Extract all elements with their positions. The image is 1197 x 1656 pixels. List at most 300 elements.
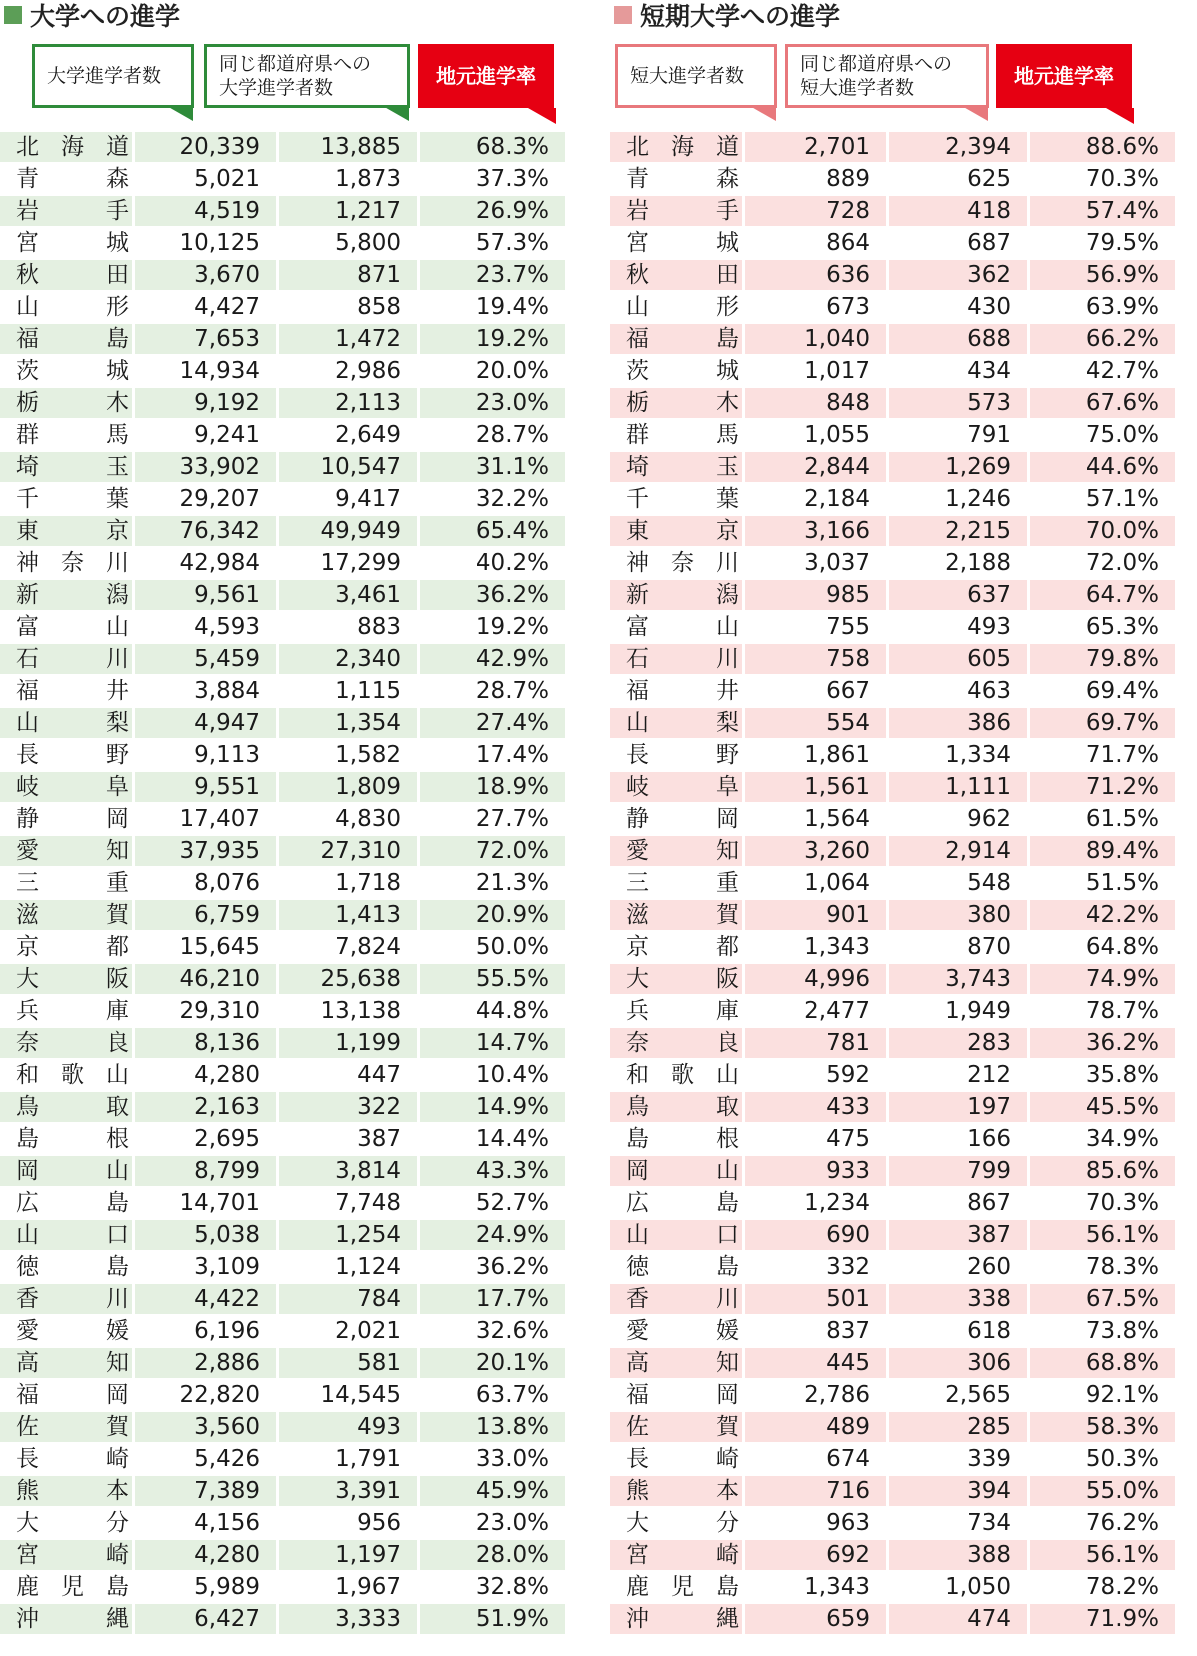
table-row: [0, 1220, 590, 1250]
prefecture-name: 福 岡: [626, 1382, 739, 1408]
table-row: [610, 1604, 1197, 1634]
prefecture-name: 秋 田: [610, 260, 742, 290]
callout-pointer-icon: [748, 105, 776, 121]
same-prefecture-value: 394: [889, 1476, 1027, 1506]
local-rate-value: 37.3%: [475, 166, 549, 192]
prefecture-name: 長 野: [626, 742, 739, 768]
local-rate-value: 14.4%: [475, 1126, 549, 1152]
prefecture-name: 滋 賀: [610, 900, 742, 930]
local-rate-value: 67.5%: [1030, 1284, 1175, 1314]
applicants-value: 3,037: [804, 550, 870, 576]
table-row: [610, 1476, 1197, 1506]
same-prefecture-value: 1,582: [335, 742, 401, 768]
prefecture-name: 島 根: [626, 1126, 739, 1152]
local-rate-value: 36.2%: [420, 580, 565, 610]
prefecture-name: 茨 城: [626, 358, 739, 384]
same-prefecture-value: 212: [967, 1062, 1011, 1088]
prefecture-name: 長 崎: [626, 1446, 739, 1472]
applicants-value: 1,017: [804, 358, 870, 384]
table-row: [610, 1124, 1197, 1154]
table-row: [610, 964, 1197, 994]
same-prefecture-value: 791: [967, 422, 1011, 448]
prefecture-name: 広 島: [626, 1190, 739, 1216]
prefecture-name: 大 分: [16, 1510, 129, 1536]
local-rate-value: 63.7%: [475, 1382, 549, 1408]
applicants-value: 37,935: [135, 836, 276, 866]
local-rate-value: 17.4%: [475, 742, 549, 768]
applicants-value: 636: [745, 260, 886, 290]
prefecture-name: 佐 賀: [0, 1412, 132, 1442]
callout-pointer-icon: [528, 108, 556, 124]
table-row: [0, 612, 590, 642]
table-row: [610, 1540, 1197, 1570]
applicants-value: 3,670: [135, 260, 276, 290]
applicants-value: 8,136: [135, 1028, 276, 1058]
applicants-value: 4,422: [135, 1284, 276, 1314]
local-rate-value: 18.9%: [420, 772, 565, 802]
prefecture-name: 山 口: [610, 1220, 742, 1250]
local-rate-value: 42.9%: [420, 644, 565, 674]
applicants-value: 2,786: [804, 1382, 870, 1408]
table-row: [0, 164, 590, 194]
same-prefecture-value: 2,986: [335, 358, 401, 384]
table-row: [610, 228, 1197, 258]
same-prefecture-value: 49,949: [279, 516, 417, 546]
local-rate-value: 73.8%: [1085, 1318, 1159, 1344]
prefecture-name: 徳 島: [16, 1254, 129, 1280]
local-rate-value: 63.9%: [1085, 294, 1159, 320]
prefecture-name: 岡 山: [0, 1156, 132, 1186]
local-rate-value: 65.3%: [1085, 614, 1159, 640]
applicants-value: 6,427: [135, 1604, 276, 1634]
same-prefecture-value: 573: [889, 388, 1027, 418]
same-prefecture-value: 380: [889, 900, 1027, 930]
prefecture-name: 福 岡: [16, 1382, 129, 1408]
prefecture-name: 和 歌 山: [16, 1062, 129, 1088]
same-prefecture-value: 1,354: [279, 708, 417, 738]
same-prefecture-value: 688: [889, 324, 1027, 354]
local-rate-value: 52.7%: [475, 1190, 549, 1216]
header-label-line2: 短大進学者数: [800, 77, 915, 99]
table-row: [610, 548, 1197, 578]
local-rate-value: 65.4%: [420, 516, 565, 546]
table-row: [0, 580, 590, 610]
prefecture-name: 大 阪: [0, 964, 132, 994]
prefecture-name: 兵 庫: [626, 998, 739, 1024]
prefecture-name: 東 京: [610, 516, 742, 546]
callout-pointer-icon: [381, 105, 409, 121]
local-rate-value: 79.5%: [1085, 230, 1159, 256]
applicants-value: 76,342: [135, 516, 276, 546]
table-row: [0, 644, 590, 674]
applicants-value: 7,653: [135, 324, 276, 354]
prefecture-name: 福 島: [0, 324, 132, 354]
prefecture-name: 長 野: [16, 742, 129, 768]
header-label-line1: 同じ都道府県への: [219, 53, 372, 75]
table-row: [610, 1316, 1197, 1346]
table-row: [610, 1156, 1197, 1186]
table-row: [610, 452, 1197, 482]
same-prefecture-value: 1,413: [279, 900, 417, 930]
applicants-value: 33,902: [135, 452, 276, 482]
same-prefecture-value: 687: [967, 230, 1011, 256]
local-rate-value: 32.8%: [475, 1574, 549, 1600]
prefecture-name: 宮 城: [16, 230, 129, 256]
prefecture-name: 愛 媛: [16, 1318, 129, 1344]
same-prefecture-value: 14,545: [320, 1382, 401, 1408]
table-row: [610, 1092, 1197, 1122]
table-row: [0, 1124, 590, 1154]
same-prefecture-value: 418: [889, 196, 1027, 226]
same-prefecture-value: 285: [889, 1412, 1027, 1442]
table-row: [0, 324, 590, 354]
same-prefecture-value: 1,334: [945, 742, 1011, 768]
table-row: [0, 1284, 590, 1314]
applicants-value: 837: [826, 1318, 870, 1344]
prefecture-name: 愛 知: [0, 836, 132, 866]
local-rate-value: 50.3%: [1085, 1446, 1159, 1472]
table-row: [0, 356, 590, 386]
prefecture-name: 三 重: [626, 870, 739, 896]
local-rate-value: 78.7%: [1085, 998, 1159, 1024]
prefecture-name: 神 奈 川: [16, 550, 129, 576]
prefecture-name: 宮 崎: [0, 1540, 132, 1570]
same-prefecture-value: 4,830: [335, 806, 401, 832]
same-prefecture-value: 388: [889, 1540, 1027, 1570]
applicants-value: 4,280: [194, 1062, 260, 1088]
applicants-value: 2,886: [135, 1348, 276, 1378]
applicants-value: 475: [826, 1126, 870, 1152]
applicants-value: 692: [745, 1540, 886, 1570]
table-row: [0, 1444, 590, 1474]
applicants-value: 1,564: [804, 806, 870, 832]
table-row: [610, 1252, 1197, 1282]
same-prefecture-value: 493: [279, 1412, 417, 1442]
same-prefecture-value: 784: [279, 1284, 417, 1314]
applicants-value: 46,210: [135, 964, 276, 994]
applicants-value: 332: [826, 1254, 870, 1280]
applicants-value: 4,593: [194, 614, 260, 640]
same-prefecture-value: 17,299: [320, 550, 401, 576]
table-row: [610, 836, 1197, 866]
prefecture-name: 秋 田: [0, 260, 132, 290]
applicants-value: 716: [745, 1476, 886, 1506]
same-prefecture-value: 1,111: [889, 772, 1027, 802]
table-row: [610, 1444, 1197, 1474]
applicants-value: 5,989: [194, 1574, 260, 1600]
applicants-value: 673: [826, 294, 870, 320]
applicants-value: 2,844: [745, 452, 886, 482]
local-rate-value: 13.8%: [420, 1412, 565, 1442]
applicants-value: 9,241: [194, 422, 260, 448]
prefecture-name: 香 川: [610, 1284, 742, 1314]
same-prefecture-value: 283: [889, 1028, 1027, 1058]
applicants-value: 3,166: [745, 516, 886, 546]
prefecture-name: 高 知: [0, 1348, 132, 1378]
local-rate-value: 57.4%: [1030, 196, 1175, 226]
same-prefecture-value: 1,217: [279, 196, 417, 226]
local-rate-value: 64.7%: [1030, 580, 1175, 610]
applicants-value: 20,339: [135, 132, 276, 162]
local-rate-value: 45.5%: [1030, 1092, 1175, 1122]
prefecture-name: 島 根: [16, 1126, 129, 1152]
table-row: [0, 708, 590, 738]
table-row: [610, 388, 1197, 418]
same-prefecture-value: 386: [889, 708, 1027, 738]
prefecture-name: 高 知: [610, 1348, 742, 1378]
local-rate-value: 70.0%: [1030, 516, 1175, 546]
same-prefecture-value: 637: [889, 580, 1027, 610]
university-same-prefecture-header: [204, 44, 410, 108]
table-row: [0, 1348, 590, 1378]
table-row: [0, 1188, 590, 1218]
prefecture-name: 岐 阜: [0, 772, 132, 802]
callout-pointer-icon: [165, 105, 193, 121]
table-row: [610, 612, 1197, 642]
local-rate-value: 79.8%: [1030, 644, 1175, 674]
applicants-value: 22,820: [179, 1382, 260, 1408]
local-rate-value: 27.7%: [475, 806, 549, 832]
header-label: 短大進学者数: [630, 65, 745, 87]
applicants-value: 4,519: [135, 196, 276, 226]
local-rate-value: 26.9%: [420, 196, 565, 226]
prefecture-name: 富 山: [16, 614, 129, 640]
applicants-value: 5,021: [194, 166, 260, 192]
local-rate-value: 51.9%: [420, 1604, 565, 1634]
same-prefecture-value: 2,340: [279, 644, 417, 674]
same-prefecture-value: 25,638: [279, 964, 417, 994]
local-rate-value: 68.8%: [1030, 1348, 1175, 1378]
same-prefecture-value: 2,113: [279, 388, 417, 418]
table-row: [610, 1188, 1197, 1218]
applicants-value: 1,561: [745, 772, 886, 802]
local-rate-value: 50.0%: [475, 934, 549, 960]
prefecture-name: 山 形: [626, 294, 739, 320]
local-rate-value: 44.6%: [1030, 452, 1175, 482]
local-rate-value: 76.2%: [1085, 1510, 1159, 1536]
square-marker-icon: [4, 6, 22, 24]
same-prefecture-value: 3,743: [889, 964, 1027, 994]
applicants-value: 433: [745, 1092, 886, 1122]
applicants-value: 3,109: [194, 1254, 260, 1280]
table-row: [0, 484, 590, 514]
applicants-value: 963: [826, 1510, 870, 1536]
same-prefecture-value: 3,333: [279, 1604, 417, 1634]
prefecture-name: 新 潟: [0, 580, 132, 610]
applicants-value: 4,427: [194, 294, 260, 320]
local-rate-value: 23.7%: [420, 260, 565, 290]
prefecture-name: 青 森: [16, 166, 129, 192]
applicants-value: 29,207: [179, 486, 260, 512]
applicants-value: 690: [745, 1220, 886, 1250]
table-row: [610, 644, 1197, 674]
prefecture-name: 静 岡: [626, 806, 739, 832]
table-row: [0, 1540, 590, 1570]
local-rate-value: 85.6%: [1030, 1156, 1175, 1186]
same-prefecture-value: 2,914: [889, 836, 1027, 866]
same-prefecture-value: 5,800: [335, 230, 401, 256]
same-prefecture-value: 322: [279, 1092, 417, 1122]
prefecture-name: 福 井: [16, 678, 129, 704]
prefecture-name: 岡 山: [610, 1156, 742, 1186]
local-rate-value: 20.9%: [420, 900, 565, 930]
same-prefecture-value: 618: [967, 1318, 1011, 1344]
applicants-value: 6,759: [135, 900, 276, 930]
applicants-value: 6,196: [194, 1318, 260, 1344]
prefecture-name: 徳 島: [626, 1254, 739, 1280]
same-prefecture-value: 13,138: [320, 998, 401, 1024]
table-row: [0, 1316, 590, 1346]
table-row: [0, 1092, 590, 1122]
table-row: [0, 1156, 590, 1186]
prefecture-name: 福 井: [626, 678, 739, 704]
local-rate-value: 42.7%: [1085, 358, 1159, 384]
prefecture-name: 兵 庫: [16, 998, 129, 1024]
local-rate-value: 36.2%: [1030, 1028, 1175, 1058]
prefecture-name: 鳥 取: [610, 1092, 742, 1122]
prefecture-name: 富 山: [626, 614, 739, 640]
table-row: [610, 1380, 1197, 1410]
table-row: [610, 580, 1197, 610]
table-row: [0, 932, 590, 962]
same-prefecture-value: 883: [357, 614, 401, 640]
local-rate-value: 57.3%: [475, 230, 549, 256]
local-rate-value: 69.4%: [1085, 678, 1159, 704]
applicants-value: 1,055: [804, 422, 870, 448]
same-prefecture-value: 858: [357, 294, 401, 320]
same-prefecture-value: 3,814: [279, 1156, 417, 1186]
prefecture-name: 千 葉: [626, 486, 739, 512]
same-prefecture-value: 2,649: [335, 422, 401, 448]
table-row: [0, 676, 590, 706]
local-rate-value: 56.9%: [1030, 260, 1175, 290]
local-rate-value: 28.0%: [420, 1540, 565, 1570]
prefecture-name: 沖 縄: [610, 1604, 742, 1634]
same-prefecture-value: 870: [967, 934, 1011, 960]
header-label: 地元進学率: [1014, 64, 1114, 88]
applicants-value: 8,076: [194, 870, 260, 896]
local-rate-value: 64.8%: [1085, 934, 1159, 960]
local-rate-value: 78.3%: [1085, 1254, 1159, 1280]
prefecture-name: 山 口: [0, 1220, 132, 1250]
same-prefecture-value: 1,050: [945, 1574, 1011, 1600]
prefecture-name: 岐 阜: [610, 772, 742, 802]
same-prefecture-value: 1,254: [279, 1220, 417, 1250]
applicants-value: 4,947: [135, 708, 276, 738]
prefecture-name: 山 形: [16, 294, 129, 320]
table-row: [0, 1572, 590, 1602]
applicants-value: 42,984: [179, 550, 260, 576]
applicants-value: 1,064: [804, 870, 870, 896]
prefecture-name: 福 島: [610, 324, 742, 354]
local-rate-value: 14.9%: [420, 1092, 565, 1122]
same-prefecture-value: 2,394: [889, 132, 1027, 162]
applicants-value: 933: [745, 1156, 886, 1186]
applicants-value: 9,113: [194, 742, 260, 768]
same-prefecture-value: 2,188: [945, 550, 1011, 576]
table-row: [0, 868, 590, 898]
junior-college-applicants-header: [615, 44, 777, 108]
local-rate-value: 55.5%: [420, 964, 565, 994]
table-row: [610, 900, 1197, 930]
local-rate-value: 32.2%: [475, 486, 549, 512]
table-row: [0, 964, 590, 994]
table-row: [0, 260, 590, 290]
same-prefecture-value: 3,391: [279, 1476, 417, 1506]
same-prefecture-value: 799: [889, 1156, 1027, 1186]
same-prefecture-value: 1,246: [945, 486, 1011, 512]
local-rate-value: 56.1%: [1030, 1220, 1175, 1250]
table-row: [610, 676, 1197, 706]
local-rate-value: 78.2%: [1085, 1574, 1159, 1600]
table-row: [610, 420, 1197, 450]
applicants-value: 674: [826, 1446, 870, 1472]
applicants-value: 1,234: [804, 1190, 870, 1216]
table-row: [0, 772, 590, 802]
table-row: [0, 996, 590, 1026]
local-rate-value: 75.0%: [1085, 422, 1159, 448]
applicants-value: 592: [826, 1062, 870, 1088]
local-rate-value: 43.3%: [420, 1156, 565, 1186]
local-rate-value: 72.0%: [420, 836, 565, 866]
local-rate-value: 45.9%: [420, 1476, 565, 1506]
local-rate-value: 40.2%: [475, 550, 549, 576]
table-row: [0, 132, 590, 162]
same-prefecture-value: 548: [967, 870, 1011, 896]
university-local-rate-header: [418, 44, 554, 108]
applicants-value: 901: [745, 900, 886, 930]
applicants-value: 781: [745, 1028, 886, 1058]
table-row: [0, 1412, 590, 1442]
prefecture-name: 栃 木: [0, 388, 132, 418]
table-row: [610, 804, 1197, 834]
same-prefecture-value: 387: [889, 1220, 1027, 1250]
prefecture-name: 和 歌 山: [626, 1062, 739, 1088]
prefecture-name: 石 川: [0, 644, 132, 674]
same-prefecture-value: 1,472: [279, 324, 417, 354]
junior-college-title-text: 短期大学への進学: [640, 2, 841, 31]
applicants-value: 3,884: [194, 678, 260, 704]
applicants-value: 2,695: [194, 1126, 260, 1152]
same-prefecture-value: 166: [967, 1126, 1011, 1152]
prefecture-name: 青 森: [626, 166, 739, 192]
table-row: [0, 1060, 590, 1090]
applicants-value: 14,701: [179, 1190, 260, 1216]
prefecture-name: 熊 本: [610, 1476, 742, 1506]
applicants-value: 9,551: [135, 772, 276, 802]
table-row: [610, 132, 1197, 162]
table-row: [610, 292, 1197, 322]
table-row: [610, 516, 1197, 546]
table-row: [610, 868, 1197, 898]
prefecture-name: 奈 良: [610, 1028, 742, 1058]
table-row: [610, 708, 1197, 738]
same-prefecture-value: 1,873: [335, 166, 401, 192]
table-row: [610, 1572, 1197, 1602]
applicants-value: 758: [745, 644, 886, 674]
table-row: [610, 356, 1197, 386]
local-rate-value: 20.0%: [475, 358, 549, 384]
table-row: [0, 292, 590, 322]
prefecture-name: 栃 木: [610, 388, 742, 418]
applicants-value: 15,645: [179, 934, 260, 960]
local-rate-value: 20.1%: [420, 1348, 565, 1378]
header-label-line2: 大学進学者数: [219, 77, 334, 99]
same-prefecture-value: 1,949: [945, 998, 1011, 1024]
local-rate-value: 70.3%: [1085, 1190, 1159, 1216]
table-row: [0, 516, 590, 546]
same-prefecture-value: 871: [279, 260, 417, 290]
